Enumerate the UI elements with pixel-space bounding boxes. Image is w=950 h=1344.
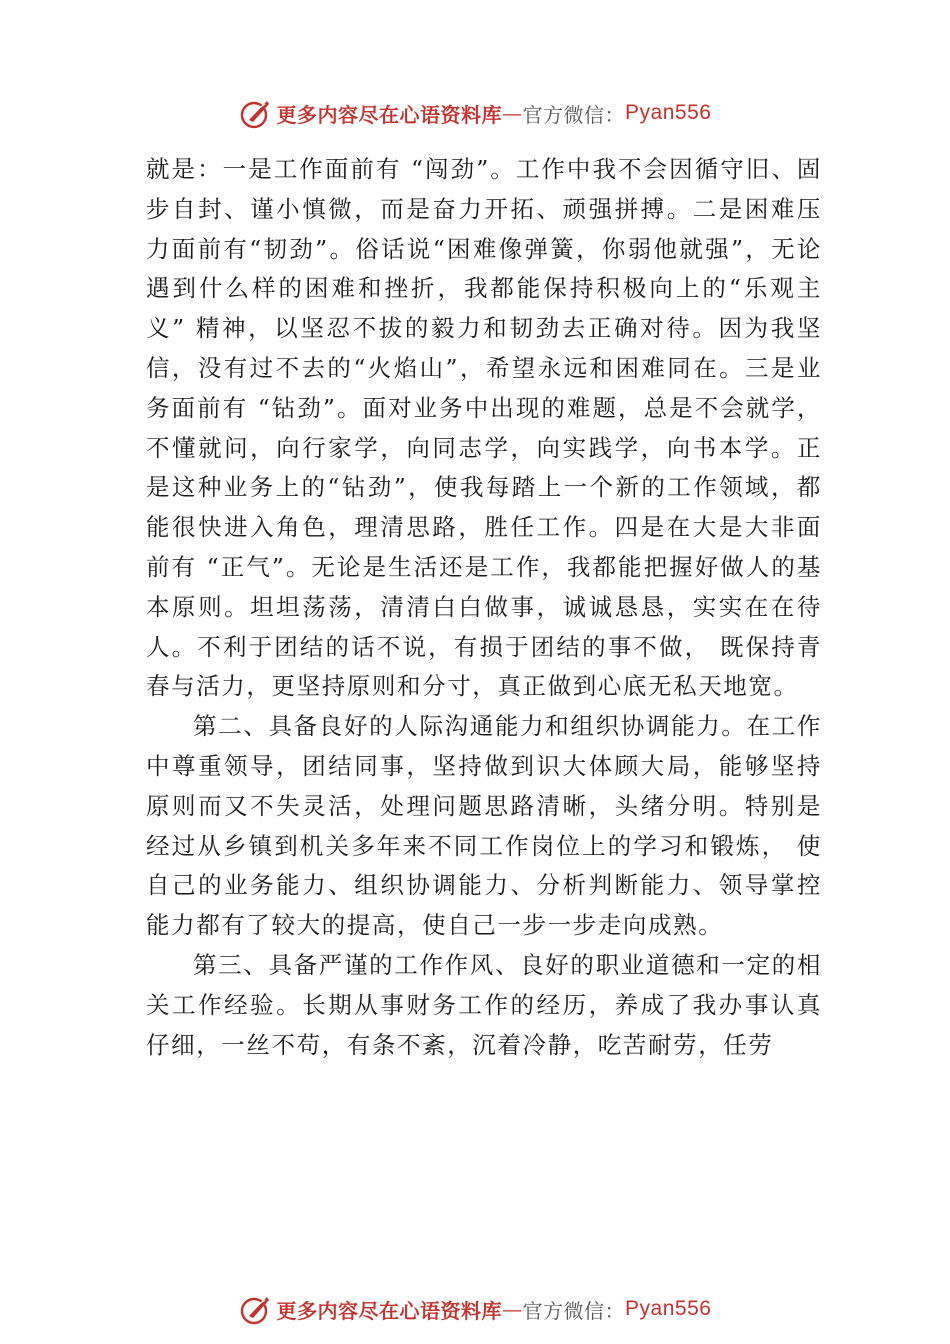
banner-dash: — <box>502 1297 523 1321</box>
banner-brand: 更多内容尽在心语资料库 <box>276 102 503 127</box>
banner-brand: 更多内容尽在心语资料库 <box>276 1298 503 1323</box>
paragraph-1: 就是：一是工作面前有 “闯劲”。工作中我不会因循守旧、固步自封、谨小慎微，而是奋力开拓、顽强拼搏。二是困难压力面前有“韧劲”。俗话说“困难像弹簧，你弱他就强”，无论遇到什么样的困难和挫折，我都能保持积极向上的“乐观主义” 精神，以坚忍不拔的毅力和韧劲去正确对待。因为我坚信，没有过不去的“火焰山”，希望永远和困难同在。三是业务面前有 “钻劲”。面对业务中出现的难题，总是不会就学，不懂就问，向行家学，向同志学，向实践学，向书本学。正是这种业务上的“钻劲”，使我每踏上一个新的工作领域，都能很快进入角色，理清思路，胜任工作。四是在大是大非面前有 “正气”。无论是生活还是工作，我都能把握好做人的基本原则。坦坦荡荡，清清白白做事，诚诚恳恳，实实在在待人。不利于团结的话不说，有损于团结的事不做， 既保持青春与活力，更坚持原则和分寸，真正做到心底无私天地宽。 <box>146 155 822 701</box>
header-banner <box>0 96 950 130</box>
quill-logo-icon <box>239 96 273 130</box>
banner-label: 官方微信： <box>522 1298 626 1323</box>
banner-handle: Pyan556 <box>625 1297 712 1320</box>
banner-dash: — <box>502 101 523 125</box>
footer-banner <box>0 1292 950 1326</box>
paragraph-2: 第二、具备良好的人际沟通能力和组织协调能力。在工作中尊重领导，团结同事，坚持做到识大体顾大局，能够坚持原则而又不失灵活，处理问题思路清晰，头绪分明。特别是经过从乡镇到机关多年来不同工作岗位上的学习和锻炼， 使自己的业务能力、组织协调能力、分析判断能力、领导掌控能力都有了较大的提高，使自己一步一步走向成熟。 <box>146 712 822 940</box>
banner-handle: Pyan556 <box>625 101 712 124</box>
document-body <box>146 150 822 1065</box>
quill-logo-icon <box>239 1292 273 1326</box>
paragraph-3: 第三、具备严谨的工作作风、良好的职业道德和一定的相关工作经验。长期从事财务工作的经历，养成了我办事认真仔细，一丝不苟，有条不紊，沉着冷静，吃苦耐劳，任劳 <box>146 950 822 1059</box>
banner-label: 官方微信： <box>522 102 626 127</box>
